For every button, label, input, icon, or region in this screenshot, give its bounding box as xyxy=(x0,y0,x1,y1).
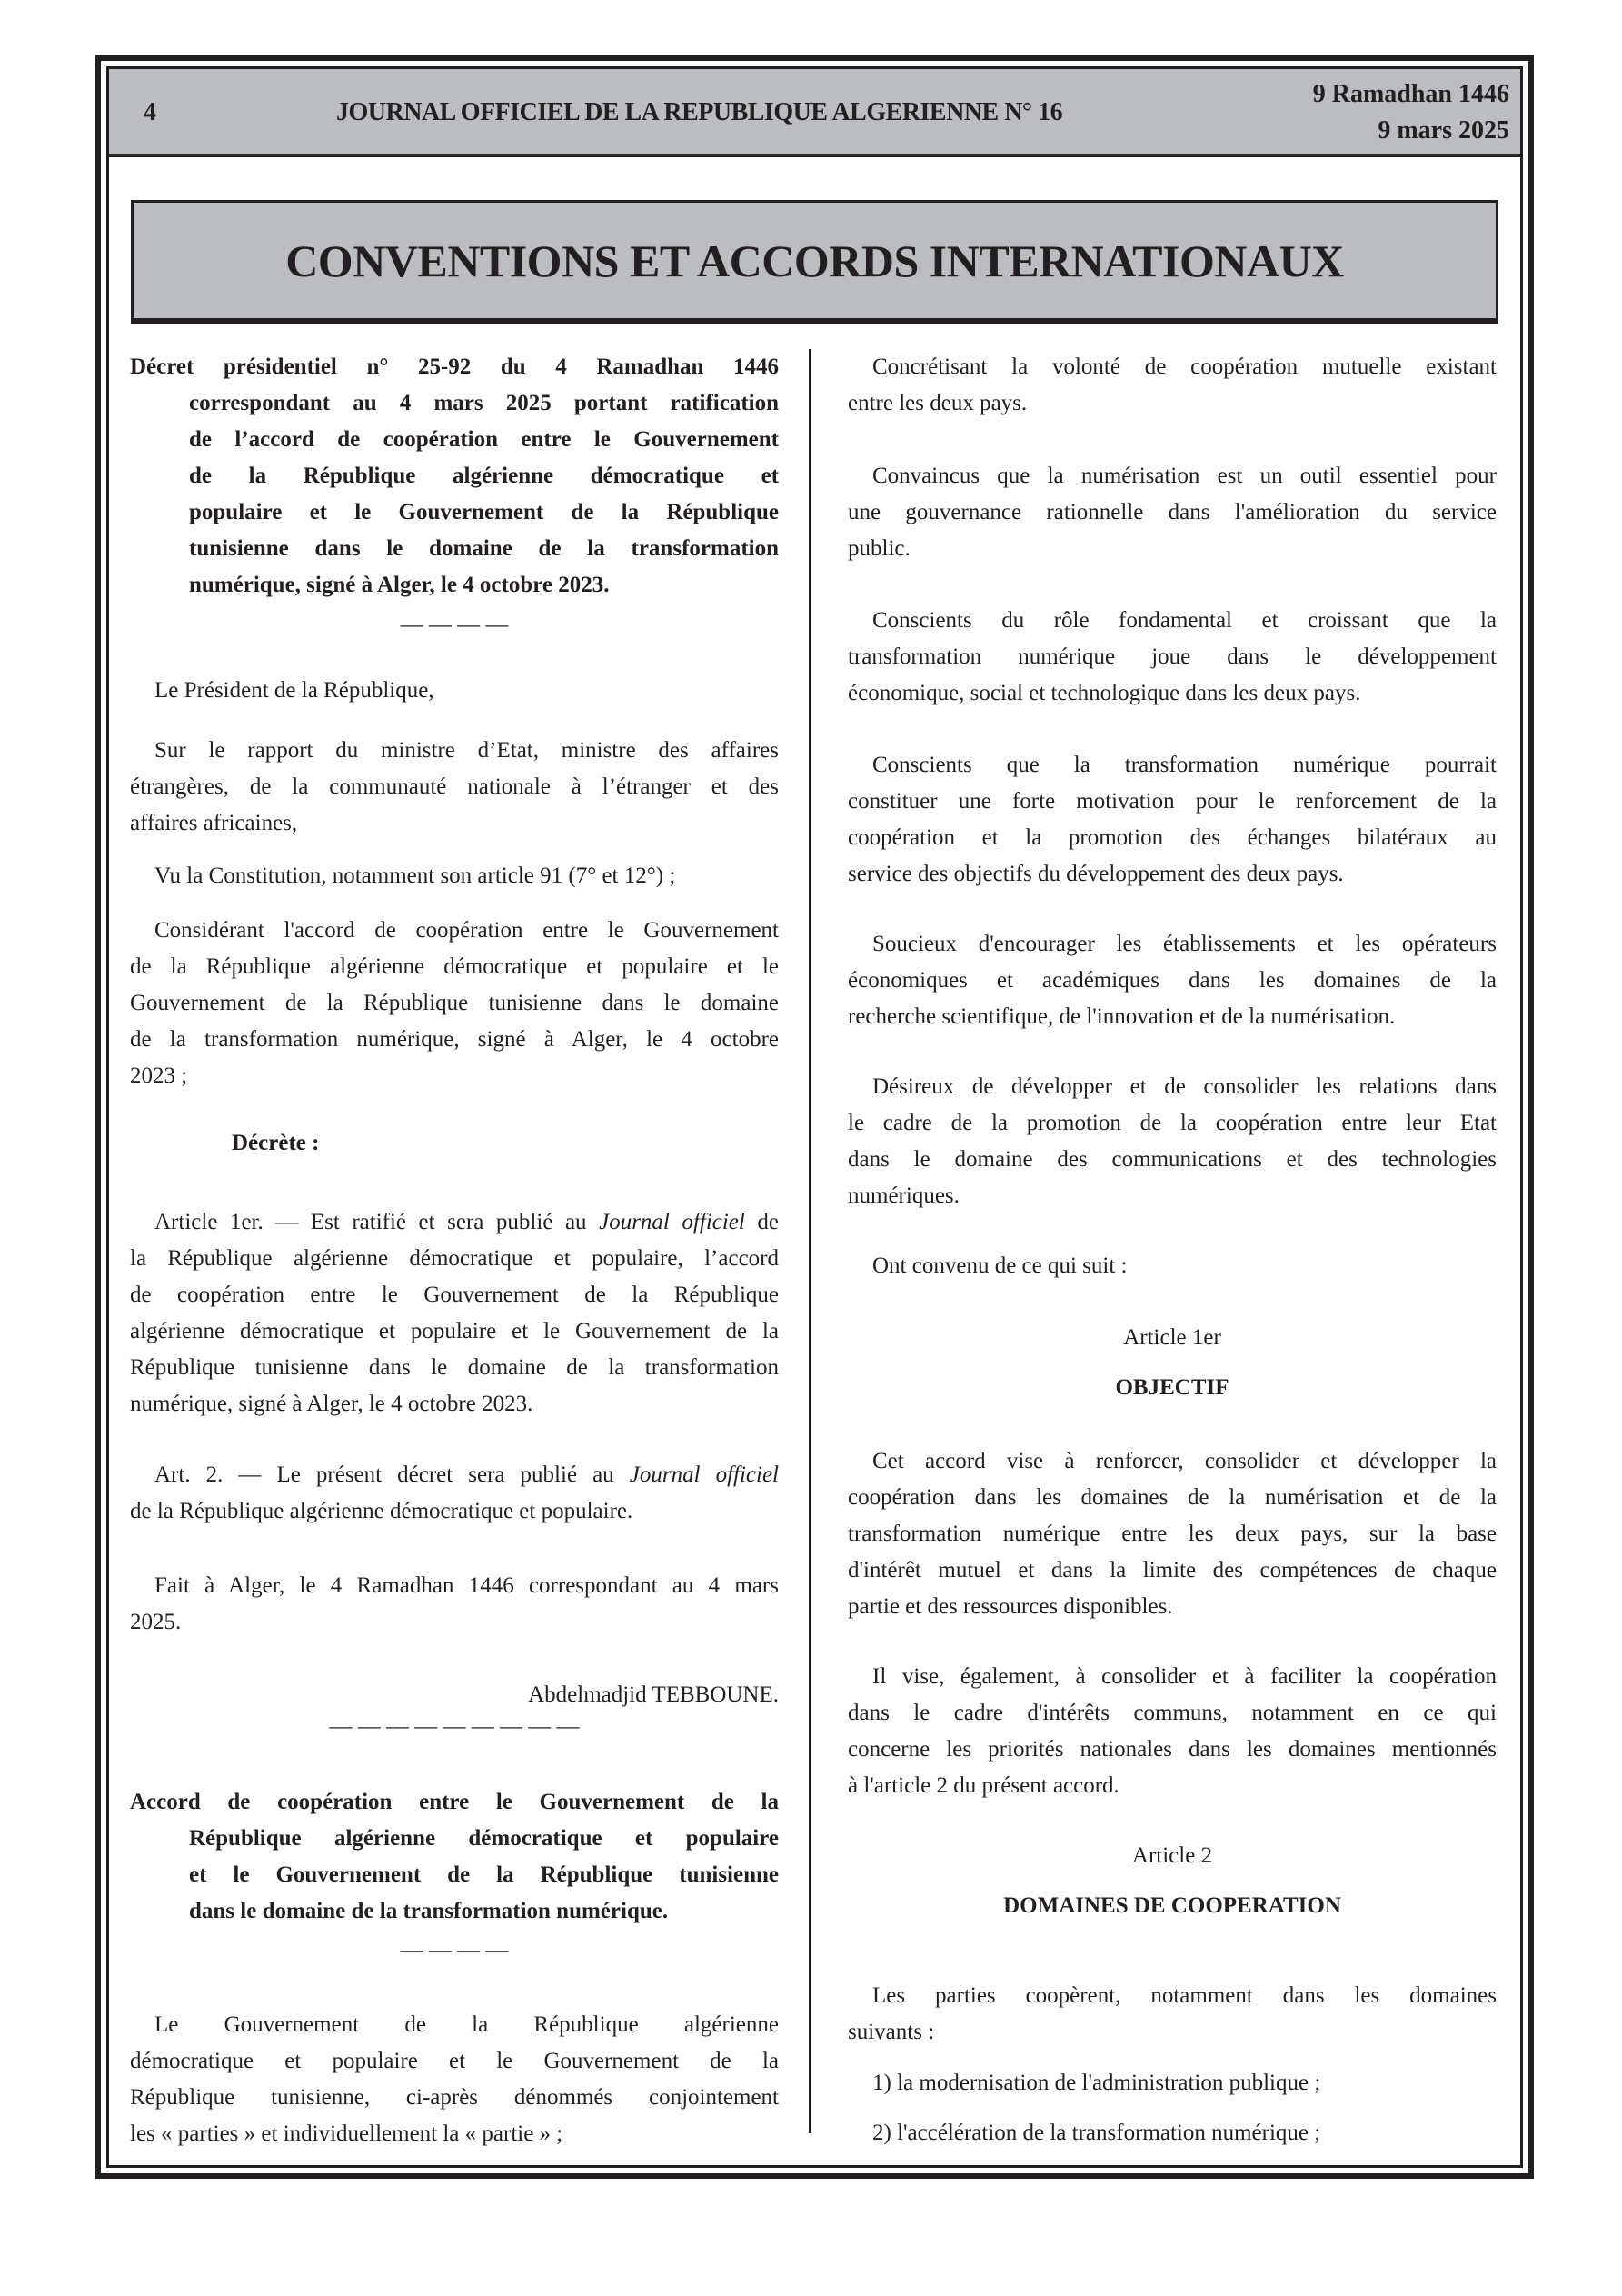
text-line: à l'article 2 du présent accord. xyxy=(848,1773,1119,1798)
text-line: numériques. xyxy=(848,1183,960,1208)
paragraph-objectif-2 xyxy=(848,1659,1497,1804)
text-line: Décret présidentiel n° 25-92 du 4 Ramadhan 1446 xyxy=(130,354,779,379)
column-divider xyxy=(809,349,811,2133)
text-line: Conscients que la transformation numérique pourrait xyxy=(872,753,1497,777)
decrete-heading xyxy=(130,1125,779,1162)
text-line: algérienne démocratique et populaire et le Gouvernement de la xyxy=(130,1319,779,1343)
paragraph-constitution xyxy=(130,858,779,894)
paragraph-conscients-role xyxy=(848,603,1497,712)
paragraph-domaines-intro xyxy=(848,1978,1497,2051)
paragraph-considerant xyxy=(130,913,779,1094)
journal-title: JOURNAL OFFICIEL DE LA REPUBLIQUE ALGERIENNE N° 16 xyxy=(336,98,1063,126)
separator xyxy=(130,1932,779,1969)
text-line: 2025. xyxy=(130,1610,182,1634)
separator xyxy=(130,1709,779,1745)
text-line xyxy=(130,1204,779,1241)
text-line: Abdelmadjid TEBBOUNE. xyxy=(528,1682,779,1707)
text-line: République tunisienne dans le domaine de la transformation xyxy=(130,1355,779,1380)
page-number: 4 xyxy=(144,98,156,126)
text-line: Vu la Constitution, notamment son article 91 (7° et 12°) ; xyxy=(154,863,676,888)
section-title: CONVENTIONS ET ACCORDS INTERNATIONAUX xyxy=(285,235,1344,286)
text-line: économique, social et technologique dans les deux pays. xyxy=(848,681,1361,705)
text-line: 2023 ; xyxy=(130,1063,188,1088)
paragraph-concretisant xyxy=(848,349,1497,422)
italic-text: Journal officiel xyxy=(629,1462,779,1487)
text-line: Fait à Alger, le 4 Ramadhan 1446 correspondant au 4 mars xyxy=(154,1573,779,1598)
text-line: de la République algérienne démocratique et xyxy=(189,464,779,488)
text-line: une gouvernance rationnelle dans l'amélioration du service xyxy=(848,500,1497,524)
paragraph-desireux xyxy=(848,1069,1497,1214)
text-line: coopération et la promotion des échanges bilatéraux au xyxy=(848,825,1497,850)
paragraph-rapport xyxy=(130,733,779,842)
text-line: et le Gouvernement de la République tunisienne xyxy=(189,1862,779,1887)
paragraph-preamble xyxy=(130,2007,779,2152)
text-line: de la République algérienne démocratique et populaire. xyxy=(130,1499,633,1523)
text-line: Le Gouvernement de la République algérienne xyxy=(154,2012,779,2037)
article-1-label xyxy=(848,1320,1497,1356)
text-line xyxy=(130,1457,779,1493)
accord-heading xyxy=(130,1784,779,1930)
text-line: Article 1er xyxy=(1123,1325,1221,1350)
text-line: Convaincus que la numérisation est un outil essentiel pour xyxy=(872,464,1497,488)
text-line: de la République algérienne démocratique et populaire et le xyxy=(130,954,779,979)
article-2-label xyxy=(848,1838,1497,1874)
paragraph-president xyxy=(130,673,779,709)
text-line: Conscients du rôle fondamental et croissant que la xyxy=(872,608,1497,633)
decree-heading xyxy=(130,349,779,604)
article-2-text xyxy=(130,1457,779,1530)
section-title-box xyxy=(131,200,1498,324)
text-line: — — — — — — — — — xyxy=(329,1714,580,1739)
signature xyxy=(130,1677,779,1713)
paragraph-soucieux xyxy=(848,926,1497,1035)
text-line: Considérant l'accord de coopération entre le Gouvernement xyxy=(154,918,779,943)
journal-header xyxy=(109,69,1520,157)
text-line: entre les deux pays. xyxy=(848,391,1028,415)
article-2-title xyxy=(848,1888,1497,1924)
paragraph-convaincus xyxy=(848,458,1497,567)
article-1-text xyxy=(130,1204,779,1423)
text-line: Accord de coopération entre le Gouvernement de la xyxy=(130,1790,779,1814)
text-line: Ont convenu de ce qui suit : xyxy=(872,1253,1128,1278)
paragraph-conscients-transformation xyxy=(848,747,1497,893)
text-line: les « parties » et individuellement la « partie » ; xyxy=(130,2121,563,2146)
text-line: République tunisienne, ci-après dénommés conjointement xyxy=(130,2085,779,2110)
text-line: affaires africaines, xyxy=(130,811,298,835)
text-line: Soucieux d'encourager les établissements et les opérateurs xyxy=(872,932,1497,956)
text-line: suivants : xyxy=(848,2020,935,2044)
italic-text: Journal officiel xyxy=(599,1210,745,1234)
text-line: dans le cadre d'intérêts communs, notamment en ce qui xyxy=(848,1701,1497,1725)
text-line: Il vise, également, à consolider et à faciliter la coopération xyxy=(872,1664,1497,1689)
text-line: recherche scientifique, de l'innovation et de la numérisation. xyxy=(848,1004,1396,1029)
text-line: concerne les priorités nationales dans les domaines mentionnés xyxy=(848,1737,1497,1762)
text-line: OBJECTIF xyxy=(1115,1375,1229,1400)
text-line: Cet accord vise à renforcer, consolider et développer la xyxy=(872,1449,1497,1473)
text-line: économiques et académiques dans les domaines de la xyxy=(848,968,1497,993)
text-segment: de xyxy=(744,1210,779,1234)
text-line: transformation numérique joue dans le développement xyxy=(848,644,1497,669)
text-line: Sur le rapport du ministre d’Etat, ministre des affaires xyxy=(154,738,779,763)
text-line: dans le domaine de la transformation numérique. xyxy=(189,1899,669,1923)
text-line: Désireux de développer et de consolider les relations dans xyxy=(872,1074,1497,1099)
text-line: République algérienne démocratique et populaire xyxy=(189,1826,779,1851)
text-line: de coopération entre le Gouvernement de la République xyxy=(130,1283,779,1307)
text-line: numérique, signé à Alger, le 4 octobre 2023. xyxy=(130,1392,533,1416)
date-hijri: 9 Ramadhan 1446 xyxy=(1312,80,1509,108)
text-line: de l’accord de coopération entre le Gouvernement xyxy=(189,427,779,452)
date-gregorian: 9 mars 2025 xyxy=(1378,116,1509,145)
text-line: étrangères, de la communauté nationale à l’étranger et des xyxy=(130,774,779,799)
text-line: coopération dans les domaines de la numérisation et de la xyxy=(848,1485,1497,1510)
paragraph-objectif-1 xyxy=(848,1443,1497,1625)
separator xyxy=(130,607,779,644)
text-line: transformation numérique entre les deux pays, sur la base xyxy=(848,1522,1497,1546)
text-line: démocratique et populaire et le Gouvernement de la xyxy=(130,2049,779,2073)
text-line: constituer une forte motivation pour le renforcement de la xyxy=(848,789,1497,814)
paragraph-fait xyxy=(130,1568,779,1641)
text-line: correspondant au 4 mars 2025 portant ratification xyxy=(189,391,779,415)
article-1-title xyxy=(848,1370,1497,1406)
text-line: d'intérêt mutuel et dans la limite des compétences de chaque xyxy=(848,1558,1497,1582)
text-line: 2) l'accélération de la transformation numérique ; xyxy=(872,2121,1321,2145)
text-line: partie et des ressources disponibles. xyxy=(848,1594,1173,1619)
list-item-domaine-1 xyxy=(848,2065,1497,2101)
text-line: DOMAINES DE COOPERATION xyxy=(1003,1893,1341,1918)
text-line: Concrétisant la volonté de coopération mutuelle existant xyxy=(872,354,1497,379)
text-line: numérique, signé à Alger, le 4 octobre 2023. xyxy=(189,573,610,597)
text-line: — — — — xyxy=(400,613,509,637)
text-line: dans le domaine des communications et des technologies xyxy=(848,1147,1497,1172)
text-line: — — — — xyxy=(400,1938,509,1962)
text-line: le cadre de la promotion de la coopération entre leur Etat xyxy=(848,1111,1497,1135)
text-line: Le Président de la République, xyxy=(154,678,434,703)
text-segment: Article 1er. — Est ratifié et sera publié au xyxy=(154,1210,600,1234)
text-line: populaire et le Gouvernement de la République xyxy=(189,500,779,524)
text-line: 1) la modernisation de l'administration publique ; xyxy=(872,2071,1321,2095)
text-line: Les parties coopèrent, notamment dans les domaines xyxy=(872,1983,1497,2008)
text-line: Article 2 xyxy=(1131,1843,1213,1868)
text-line: de la transformation numérique, signé à Alger, le 4 octobre xyxy=(130,1027,779,1052)
paragraph-ont-convenu xyxy=(848,1248,1497,1284)
text-line: Décrète : xyxy=(232,1131,320,1155)
text-line: service des objectifs du développement des deux pays. xyxy=(848,862,1344,886)
text-line: tunisienne dans le domaine de la transformation xyxy=(189,536,779,561)
text-line: Gouvernement de la République tunisienne dans le domaine xyxy=(130,991,779,1015)
text-line: la République algérienne démocratique et populaire, l’accord xyxy=(130,1246,779,1271)
list-item-domaine-2 xyxy=(848,2115,1497,2151)
text-segment: Art. 2. — Le présent décret sera publié au xyxy=(154,1462,630,1487)
text-line: public. xyxy=(848,536,911,561)
